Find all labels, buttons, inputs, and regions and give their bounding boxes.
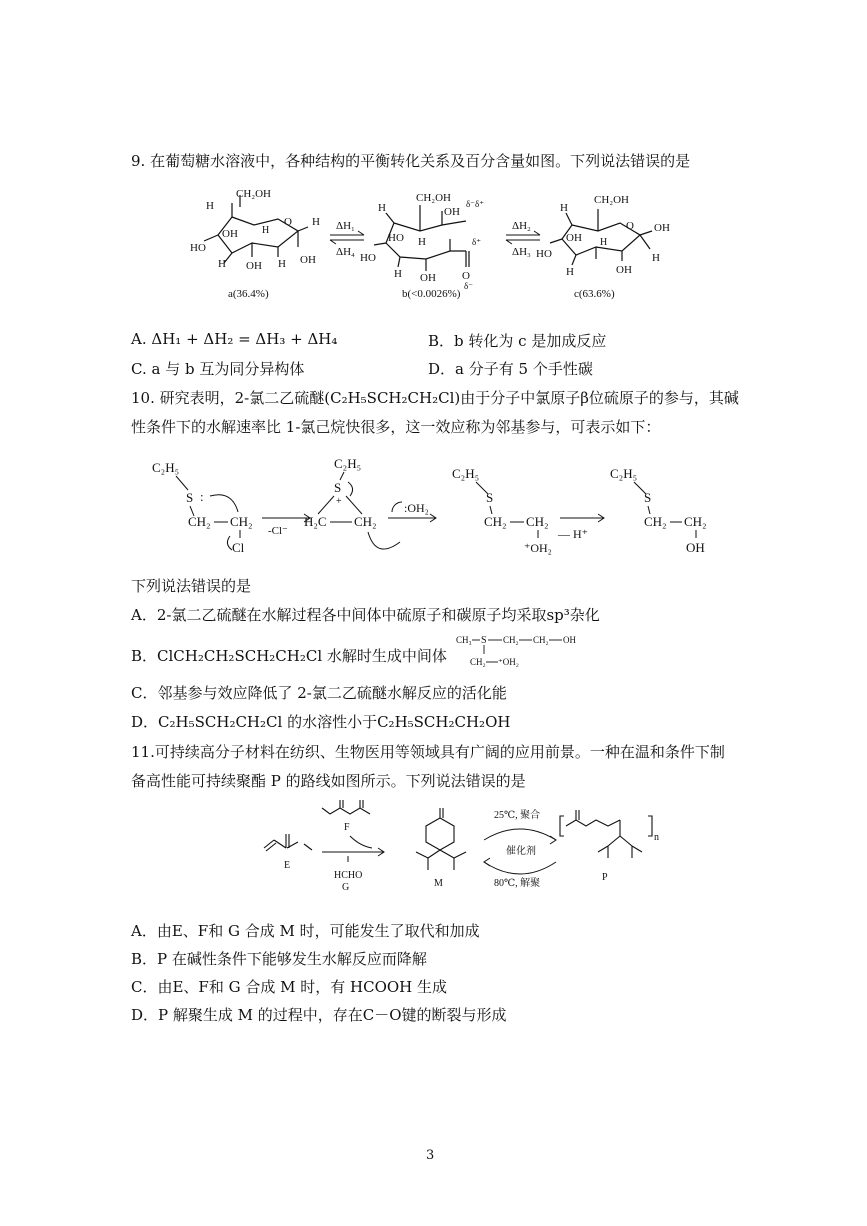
a-oh1: OH xyxy=(222,228,238,240)
arrow1-top: ΔH₁ xyxy=(336,220,355,232)
c-h4: H xyxy=(652,252,660,264)
c-h1: H xyxy=(560,202,568,214)
q11-option-c[interactable]: C．由E、F和 G 合成 M 时，有 HCOOH 生成 xyxy=(131,978,448,996)
q9-option-d[interactable]: D．a 分子有 5 个手性碳 xyxy=(428,360,593,378)
s1-lone-pair: : xyxy=(200,489,204,504)
q9-stem: 9. 在葡萄糖水溶液中，各种结构的平衡转化关系及百分含量如图。下列说法错误的是 xyxy=(131,152,691,170)
cond-bottom: 80℃, 解聚 xyxy=(494,878,541,889)
b-carbonyl-o: O xyxy=(462,270,470,282)
b-oh1: OH xyxy=(444,206,460,218)
int-ch2-c: CH₂ xyxy=(470,657,486,667)
q9-option-b[interactable]: B．b 转化为 c 是加成反应 xyxy=(428,332,607,350)
q10-option-c[interactable]: C．邻基参与效应降低了 2-氯二乙硫醚水解反应的活化能 xyxy=(131,684,507,702)
equilibrium-arrow-1 xyxy=(330,231,364,244)
p-label: P xyxy=(602,872,608,883)
a-oh4: OH xyxy=(300,254,316,266)
c-oh3: OH xyxy=(616,264,632,276)
s2-plus: + xyxy=(336,496,342,507)
s4-oh: OH xyxy=(686,540,705,555)
b-delta-minus: δ⁻ xyxy=(464,281,473,291)
b-delta-plus: δ⁺ xyxy=(472,237,481,247)
p-subscript-n: n xyxy=(654,832,659,843)
q10-option-b[interactable]: B．ClCH₂CH₂SCH₂CH₂Cl 水解时生成中间体 xyxy=(131,647,447,665)
compound-p xyxy=(560,810,652,858)
b-h1: H xyxy=(378,202,386,214)
c-oh2: HO xyxy=(536,248,552,260)
structure-a xyxy=(204,195,308,263)
c-oh1: OH xyxy=(566,232,582,244)
s3-ch2-b: CH₂ xyxy=(526,514,549,529)
c-ring-o: O xyxy=(626,220,634,232)
b-ch2oh: CH₂OH xyxy=(416,192,452,204)
g-label: G xyxy=(342,882,350,893)
s2-ch2: CH₂ xyxy=(354,514,377,529)
int-ch2-a: CH₂ xyxy=(503,635,519,645)
b-delta-top: δ⁻δ⁺ xyxy=(466,199,484,209)
q10-stem-line2: 性条件下的水解速率比 1-氯己烷快很多，这一效应称为邻基参与，可表示如下： xyxy=(131,418,661,436)
arrow1-bottom: ΔH₄ xyxy=(336,246,355,258)
int-ch3: CH₃ xyxy=(456,635,472,645)
a-oh2: HO xyxy=(190,242,206,254)
s4-ch2-b: CH₂ xyxy=(684,514,707,529)
s3-oh2-plus: ⁺OH₂ xyxy=(524,541,552,555)
s4-sulfur: S xyxy=(644,490,652,505)
q10-option-a[interactable]: A．2-氯二乙硫醚在水解过程各中间体中硫原子和碳原子均采取sp³杂化 xyxy=(131,606,600,624)
f-label: F xyxy=(344,822,350,833)
q9-option-a[interactable]: A. ΔH₁ + ΔH₂ = ΔH₃ + ΔH₄ xyxy=(131,330,338,348)
cond-catalyst: 催化剂 xyxy=(506,846,536,857)
q11-option-d[interactable]: D．P 解聚生成 M 的过程中，存在C－O键的断裂与形成 xyxy=(131,1006,507,1024)
compound-m xyxy=(416,808,466,870)
s1-sulfur: S xyxy=(186,490,194,505)
q11-option-a[interactable]: A．由E、F和 G 合成 M 时，可能发生了取代和加成 xyxy=(131,922,480,940)
b-oh2: HO xyxy=(388,232,404,244)
arrow2-bottom: ΔH₃ xyxy=(512,246,531,258)
s3-c2h5: C₂H₅ xyxy=(452,466,480,481)
s1-ch2-a: CH₂ xyxy=(188,514,211,529)
q10-stem-line1: 10. 研究表明，2-氯二乙硫醚(C₂H₅SCH₂CH₂Cl)由于分子中氯原子β位硫原子的参与，其碱 xyxy=(131,389,739,407)
int-oh2-plus: ⁺OH₂ xyxy=(498,657,519,667)
a-ch2oh: CH₂OH xyxy=(236,188,272,200)
s4-c2h5: C₂H₅ xyxy=(610,466,638,481)
s2-c2h5: C₂H₅ xyxy=(334,456,362,471)
c-oh4: OH xyxy=(654,222,670,234)
s3-minus-h: — H⁺ xyxy=(558,527,588,541)
a-h3: H xyxy=(262,225,270,236)
a-h1: H xyxy=(206,200,214,212)
c-label: c(63.6%) xyxy=(574,288,615,300)
b-oh3: OH xyxy=(420,272,436,284)
q11-stem-line2: 备高性能可持续聚酯 P 的路线如图所示。下列说法错误的是 xyxy=(131,772,526,790)
q10-mechanism-scheme xyxy=(140,452,740,564)
q11-option-b[interactable]: B．P 在碱性条件下能够发生水解反应而降解 xyxy=(131,950,427,968)
s2-water: :OH₂ xyxy=(404,501,429,515)
s4-ch2-a: CH₂ xyxy=(644,514,667,529)
s1-c2h5: C₂H₅ xyxy=(152,460,180,475)
a-ring-o: O xyxy=(284,216,292,228)
c-h2: H xyxy=(600,237,608,248)
a-h2: H xyxy=(312,216,320,228)
b-h3: H xyxy=(394,268,402,280)
q9-option-c[interactable]: C. a 与 b 互为同分异构体 xyxy=(131,360,305,378)
b-oh4: HO xyxy=(360,252,376,264)
int-ch2-b: CH₂ xyxy=(533,635,549,645)
cond-top: 25℃, 聚合 xyxy=(494,810,541,821)
q10-option-d[interactable]: D．C₂H₅SCH₂CH₂Cl 的水溶性小于C₂H₅SCH₂CH₂OH xyxy=(131,713,511,731)
s2-sulfur: S xyxy=(334,480,342,495)
s1-ch2-b: CH₂ xyxy=(230,514,253,529)
s2-h2c: H₂C xyxy=(304,514,327,529)
s1-minus-cl: -Cl⁻ xyxy=(268,525,288,537)
s3-ch2-a: CH₂ xyxy=(484,514,507,529)
equilibrium-arrow-2 xyxy=(506,231,540,244)
a-h5: H xyxy=(278,258,286,270)
compound-f xyxy=(322,800,370,814)
e-label: E xyxy=(284,860,291,871)
q10-sub-stem: 下列说法错误的是 xyxy=(131,577,252,595)
arrow2-top: ΔH₂ xyxy=(512,220,531,232)
q11-synthesis-scheme xyxy=(260,796,700,906)
c-ch2oh: CH₂OH xyxy=(594,194,630,206)
s1-chlorine: Cl xyxy=(232,540,245,555)
b-h2: H xyxy=(418,236,426,248)
s3-sulfur: S xyxy=(486,490,494,505)
b-label: b(<0.0026%) xyxy=(402,288,461,300)
compound-e xyxy=(264,834,312,851)
q9-equilibrium-diagram xyxy=(180,185,700,310)
q11-stem-line1: 11.可持续高分子材料在纺织、生物医用等领域具有广阔的应用前景。一种在温和条件下制 xyxy=(131,743,725,761)
int-oh: OH xyxy=(563,635,576,645)
q10-intermediate-structure xyxy=(456,630,586,672)
a-h4: H xyxy=(218,258,226,270)
a-oh3: OH xyxy=(246,260,262,272)
page-number: 3 xyxy=(426,1148,435,1163)
g-hcho: HCHO xyxy=(334,870,363,881)
a-label: a(36.4%) xyxy=(228,288,269,300)
int-sulfur: S xyxy=(481,635,487,646)
c-h3: H xyxy=(566,266,574,278)
m-label: M xyxy=(434,878,443,889)
